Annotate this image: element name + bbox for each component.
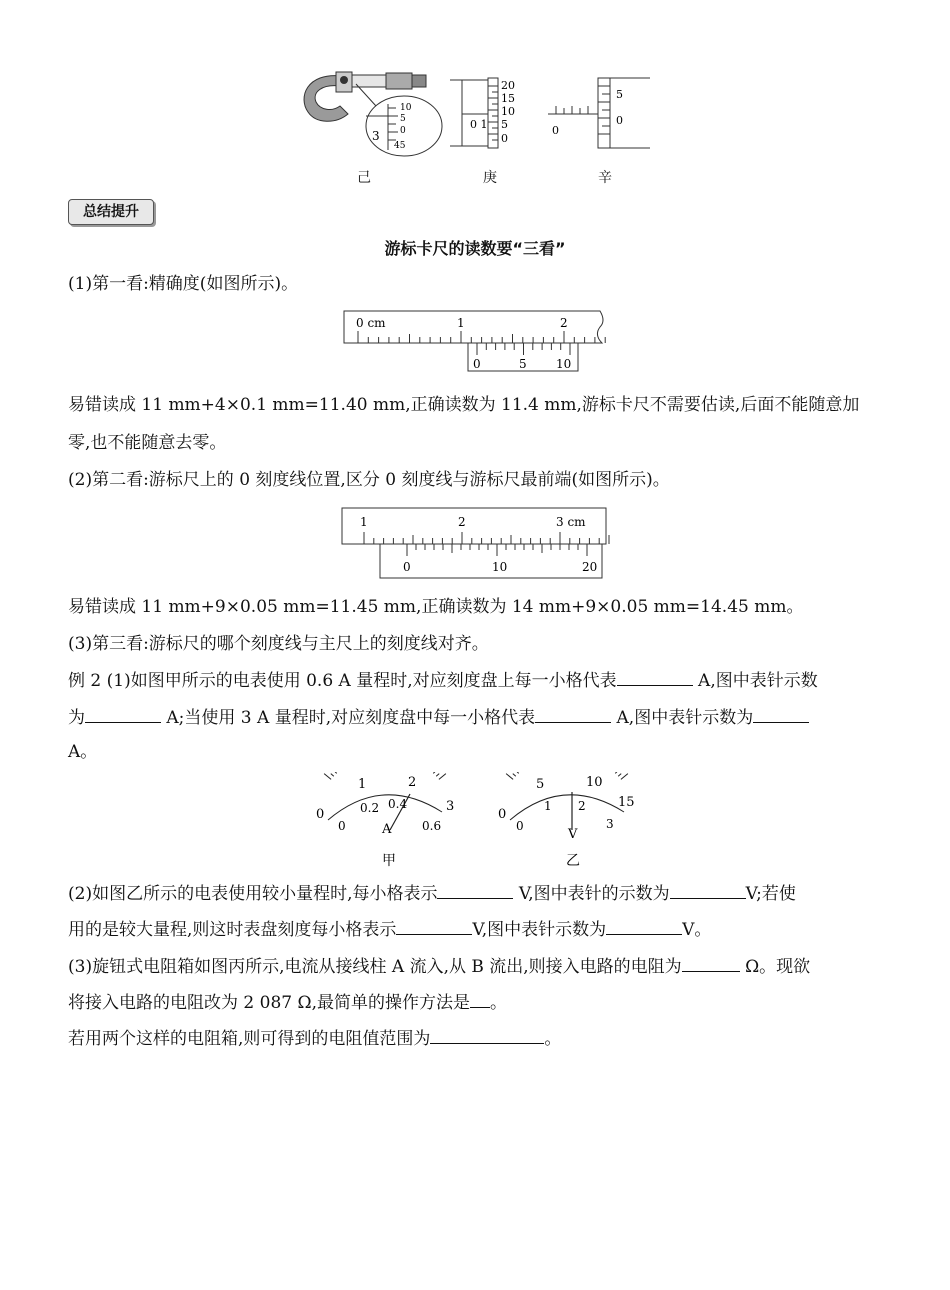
summary-badge: 总结提升 — [68, 199, 154, 225]
meter-jia-caption: 甲 — [382, 853, 396, 869]
summary-title: 游标卡尺的读数要“三看” — [384, 239, 566, 258]
paragraph-alignment: (3)第三看:游标尺的哪个刻度线与主尺上的刻度线对齐。 — [68, 634, 489, 654]
meter-yi-upper: 0 — [498, 807, 507, 822]
xin-tick: 5 — [616, 88, 623, 101]
caliper1-main-label: 2 — [560, 316, 568, 330]
caliper1-vernier-label: 10 — [556, 357, 572, 371]
answer-blank[interactable] — [617, 669, 693, 686]
xin-tick: 0 — [616, 114, 623, 127]
meter-jia — [312, 772, 462, 872]
meter-jia-upper: 1 — [358, 777, 367, 792]
paragraph-mistake-1b: 零,也不能随意去零。 — [68, 433, 227, 453]
meter-yi-lower: 1 — [544, 799, 552, 813]
meter-yi — [494, 772, 644, 872]
paragraph-mistake-2: 易错读成 11 mm+9×0.05 mm=11.45 mm,正确读数为 14 mm+9×0.05 mm=14.45 mm。 — [68, 597, 804, 617]
meter-jia-lower: 0.4 — [388, 797, 408, 811]
answer-blank[interactable] — [396, 918, 472, 935]
figure-caption-geng: 庚 — [483, 170, 497, 186]
meter-jia-lower: 0.2 — [360, 801, 380, 815]
question-2-line-2: 用的是较大量程,则这时表盘刻度每小格表示 V,图中表针示数为 V。 — [68, 920, 712, 940]
caliper2-main-label: 1 — [360, 515, 368, 529]
caliper2-main-label: 3 cm — [556, 515, 586, 529]
answer-blank[interactable] — [535, 706, 611, 723]
geng-main-label: 0 1 — [470, 118, 488, 131]
scale-tick — [506, 774, 513, 780]
answer-blank[interactable] — [606, 918, 682, 935]
meter-jia-unit: A — [382, 822, 392, 837]
meter-yi-upper: 5 — [536, 777, 545, 792]
question-2-line-1: (2)如图乙所示的电表使用较小量程时,每小格表示 V,图中表针的示数为 V;若使 — [68, 884, 796, 904]
example-line-2: 为 A;当使用 3 A 量程时,对应刻度盘中每一小格代表 A,图中表针示数为 — [68, 706, 809, 729]
caliper2-vernier-label: 20 — [582, 560, 598, 574]
answer-blank[interactable] — [85, 706, 161, 723]
geng-tick: 5 — [501, 118, 508, 131]
question-3-line-3: 若用两个这样的电阻箱,则可得到的电阻值范围为 。 — [68, 1029, 562, 1049]
paragraph-zero-line: (2)第二看:游标尺上的 0 刻度线位置,区分 0 刻度线与游标尺最前端(如图所示)。 — [68, 470, 670, 490]
scale-geng-figure — [448, 76, 544, 152]
caliper1-main-label: 0 cm — [356, 316, 386, 330]
scale-tick — [513, 774, 516, 777]
meter-yi-upper: 15 — [618, 795, 635, 810]
xin-main-label: 0 — [552, 124, 559, 137]
scale-tick — [331, 774, 334, 777]
meter-jia-lower: 0 — [338, 819, 346, 833]
caliper-figure-1 — [342, 309, 610, 375]
scale-tick — [615, 772, 618, 773]
paragraph-mistake-1a: 易错读成 11 mm+4×0.1 mm=11.40 mm,正确读数为 11.4 mm,游标卡尺不需要估读,后面不能随意加 — [68, 395, 860, 415]
scale-tick — [433, 772, 436, 773]
micrometer-figure — [296, 68, 446, 158]
caliper2-main-label: 2 — [458, 515, 466, 529]
geng-tick: 20 — [501, 79, 515, 92]
geng-tick: 0 — [501, 132, 508, 145]
meter-yi-lower: 3 — [606, 817, 614, 831]
scale-tick — [324, 774, 331, 780]
micrometer-tick: 5 — [400, 114, 406, 124]
answer-blank[interactable] — [430, 1027, 544, 1044]
caliper-figure-2 — [340, 506, 610, 582]
example-line-3: A。 — [68, 742, 98, 762]
scale-tick — [436, 774, 439, 777]
meter-jia-upper: 2 — [408, 775, 417, 790]
figure-caption-ji: 己 — [357, 170, 371, 186]
meter-yi-upper: 10 — [586, 775, 603, 790]
answer-blank[interactable] — [753, 706, 809, 723]
meter-jia-lower: 0.6 — [422, 819, 442, 833]
answer-blank[interactable] — [470, 991, 490, 1008]
scale-tick — [621, 774, 628, 780]
example-line-1: 例 2 (1)如图甲所示的电表使用 0.6 A 量程时,对应刻度盘上每一小格代表 A,图中表针示数 — [68, 671, 818, 691]
meter-jia-upper: 3 — [446, 799, 455, 814]
scale-tick — [439, 774, 446, 780]
paragraph-accuracy: (1)第一看:精确度(如图所示)。 — [68, 274, 299, 294]
caliper2-vernier-label: 10 — [492, 560, 508, 574]
meter-yi-caption: 乙 — [566, 853, 580, 869]
caliper2-vernier-label: 0 — [403, 560, 411, 574]
answer-blank[interactable] — [682, 955, 740, 972]
question-3-line-2: 将接入电路的电阻改为 2 087 Ω,最简单的操作方法是 。 — [68, 993, 507, 1013]
scale-tick — [516, 772, 519, 773]
meter-yi-lower: 2 — [578, 799, 586, 813]
answer-blank[interactable] — [437, 882, 513, 899]
micrometer-tick: 45 — [394, 141, 406, 151]
micrometer-main-label: 3 — [372, 129, 380, 143]
geng-tick: 10 — [501, 105, 515, 118]
scale-tick — [618, 774, 621, 777]
scale-tick — [334, 772, 337, 773]
meter-yi-unit: V — [568, 827, 578, 842]
caliper1-vernier-label: 0 — [473, 357, 481, 371]
geng-tick: 15 — [501, 92, 515, 105]
micrometer-tick: 0 — [400, 126, 406, 136]
meter-jia-upper: 0 — [316, 807, 325, 822]
scale-xin-figure — [546, 76, 654, 152]
caliper1-main-label: 1 — [457, 316, 465, 330]
figure-caption-xin: 辛 — [598, 170, 612, 186]
question-3-line-1: (3)旋钮式电阻箱如图丙所示,电流从接线柱 A 流入,从 B 流出,则接入电路的电阻为 Ω。现欲 — [68, 957, 811, 977]
caliper1-vernier-label: 5 — [519, 357, 527, 371]
meter-yi-lower: 0 — [516, 819, 524, 833]
answer-blank[interactable] — [670, 882, 746, 899]
micrometer-tick: 10 — [400, 103, 412, 113]
